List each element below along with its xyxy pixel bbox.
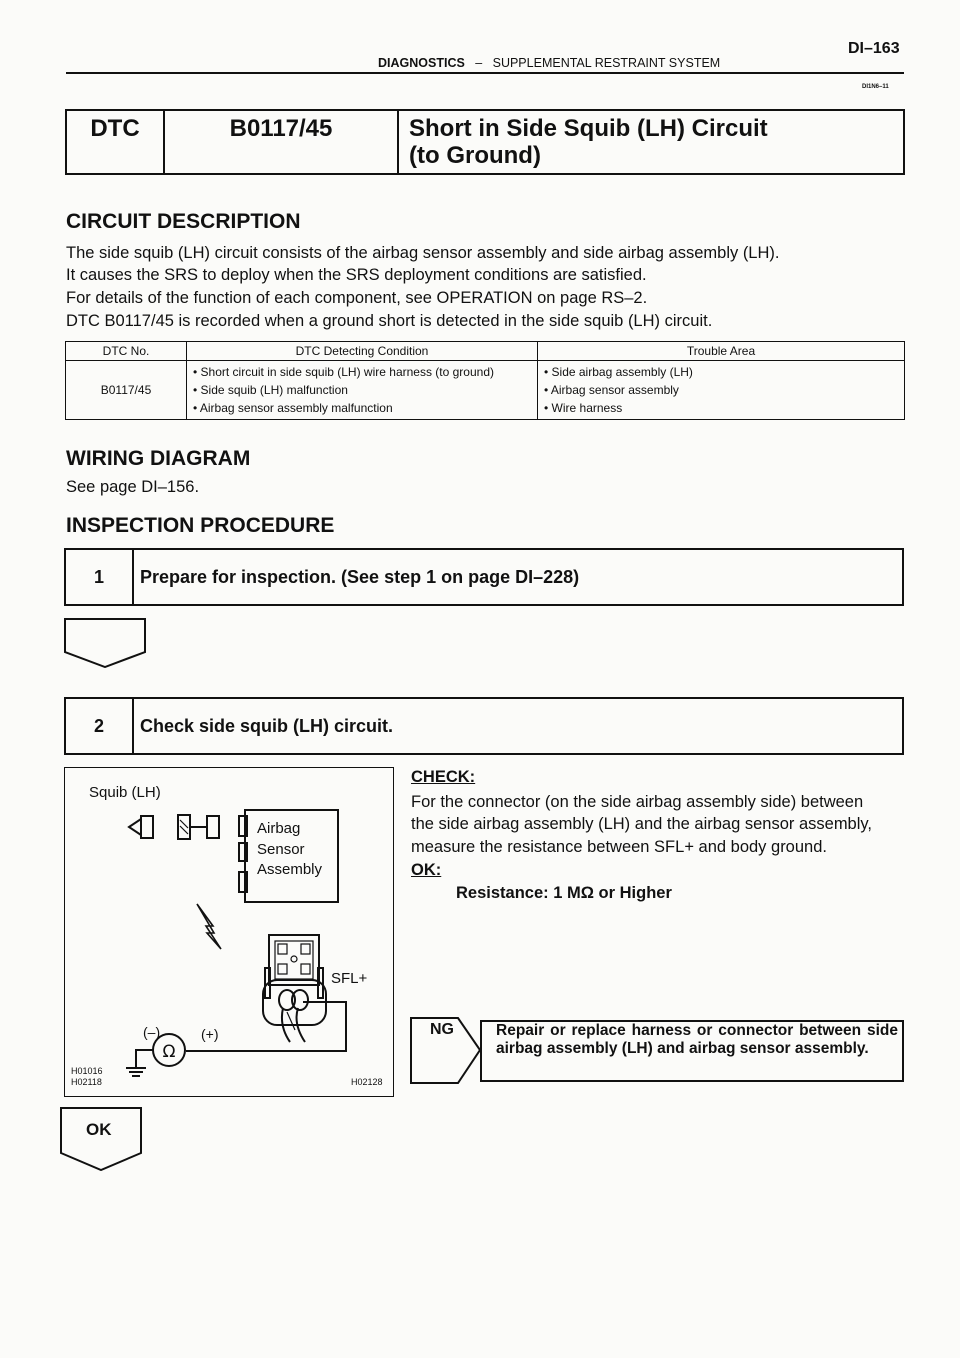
figure-code-2: H02118 xyxy=(71,1077,102,1087)
ng-label: NG xyxy=(430,1021,454,1038)
condition-item: • Short circuit in side squib (LH) wire harness (to ground) xyxy=(193,365,494,379)
connector-figure xyxy=(64,767,394,1097)
col-header-condition: DTC Detecting Condition xyxy=(187,342,538,361)
doc-code: DI1N6–11 xyxy=(862,84,889,90)
step-1-text: Prepare for inspection. (See step 1 on page DI–228) xyxy=(140,566,580,587)
dtc-title-line1: Short in Side Squib (LH) Circuit xyxy=(409,115,768,142)
cell-conditions xyxy=(187,361,538,420)
circuit-desc-line-1: The side squib (LH) circuit consists of the airbag sensor assembly and side airbag assembly (LH). xyxy=(66,244,780,262)
ng-action-box xyxy=(480,1020,904,1082)
dtc-banner xyxy=(65,109,905,175)
ok-label: OK: xyxy=(411,861,442,879)
ok-result-label: OK xyxy=(86,1120,112,1139)
ohm-symbol: Ω xyxy=(162,1042,176,1062)
page-number: DI–163 xyxy=(848,40,900,57)
trouble-area-item: • Side airbag assembly (LH) xyxy=(544,365,693,379)
step-1-box xyxy=(64,548,904,606)
step-2-text: Check side squib (LH) circuit. xyxy=(140,715,394,736)
dtc-title-line2: (to Ground) xyxy=(409,142,541,169)
check-label: CHECK: xyxy=(411,768,476,786)
circuit-desc-line-2: It causes the SRS to deploy when the SRS deployment conditions are satisfied. xyxy=(66,266,647,284)
cell-dtc-no: B0117/45 xyxy=(66,361,187,420)
ng-action-text: Repair or replace harness or connector between side airbag assembly (LH) and airbag sensor assembly. xyxy=(496,1022,898,1057)
step-2-number: 2 xyxy=(66,699,134,753)
circuit-desc-line-3: For details of the function of each component, see OPERATION on page RS–2. xyxy=(66,289,648,307)
step-1-number: 1 xyxy=(66,550,134,604)
check-line-2: the side airbag assembly (LH) and the airbag sensor assembly, xyxy=(411,815,873,833)
trouble-area-item: • Airbag sensor assembly xyxy=(544,383,679,397)
header-separator: – xyxy=(475,56,483,70)
header-subsection: SUPPLEMENTAL RESTRAINT SYSTEM xyxy=(492,56,721,70)
header-section: DIAGNOSTICS xyxy=(378,56,465,70)
wiring-diagram-heading: WIRING DIAGRAM xyxy=(66,447,251,470)
squib-label: Squib (LH) xyxy=(89,784,161,801)
condition-item: • Airbag sensor assembly malfunction xyxy=(193,401,393,415)
circuit-desc-line-4: DTC B0117/45 is recorded when a ground short is detected in the side squib (LH) circuit. xyxy=(66,312,713,330)
meter-plus-label: (+) xyxy=(201,1026,219,1042)
figure-code-3: H02128 xyxy=(351,1077,383,1087)
sensor-label-1: Airbag xyxy=(257,820,301,837)
figure-code-1: H01016 xyxy=(71,1066,103,1076)
connector-diagram xyxy=(65,768,393,1096)
dtc-code: B0117/45 xyxy=(164,110,398,174)
meter-minus-label: (–) xyxy=(143,1024,161,1040)
running-header xyxy=(378,56,720,70)
condition-item: • Side squib (LH) malfunction xyxy=(193,383,348,397)
sensor-label-3: Assembly xyxy=(257,861,323,878)
dtc-label: DTC xyxy=(66,110,164,174)
terminal-label-sfl: SFL+ xyxy=(331,970,368,987)
col-header-trouble-area: Trouble Area xyxy=(538,342,905,361)
ok-value: Resistance: 1 MΩ or Higher xyxy=(456,884,672,902)
wiring-diagram-ref: See page DI–156. xyxy=(66,478,200,496)
dtc-condition-table xyxy=(65,341,905,420)
inspection-heading: INSPECTION PROCEDURE xyxy=(66,514,335,537)
sensor-label-2: Sensor xyxy=(257,841,305,858)
step-2-box xyxy=(64,697,904,755)
circuit-description-heading: CIRCUIT DESCRIPTION xyxy=(66,210,301,233)
check-line-1: For the connector (on the side airbag assembly side) between xyxy=(411,793,864,811)
header-rule xyxy=(66,72,904,74)
trouble-area-item: • Wire harness xyxy=(544,401,623,415)
dtc-title xyxy=(398,110,904,174)
col-header-dtc-no: DTC No. xyxy=(66,342,187,361)
check-line-3: measure the resistance between SFL+ and body ground. xyxy=(411,838,827,856)
cell-trouble-areas xyxy=(538,361,905,420)
flow-arrow-1 xyxy=(64,618,146,668)
